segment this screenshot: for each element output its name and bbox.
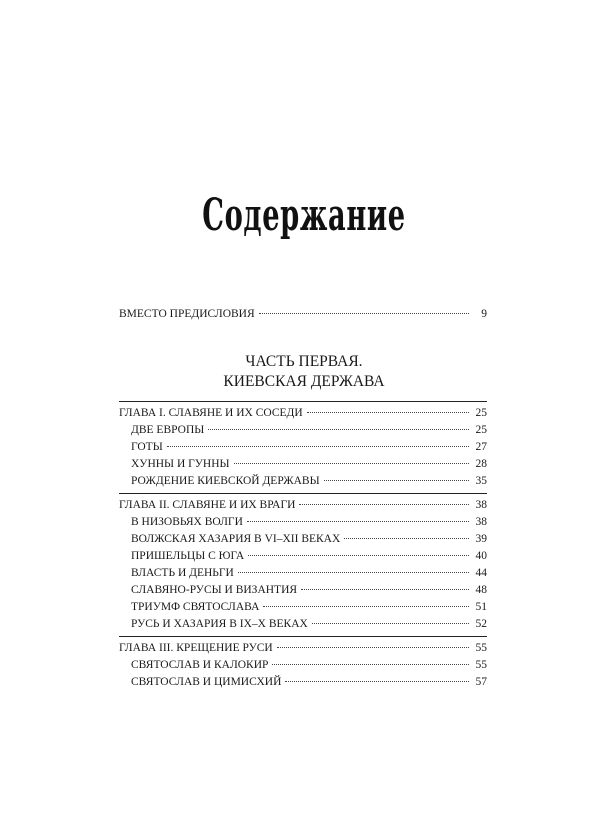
- leader-dots: [259, 313, 469, 314]
- chapter-label: ГЛАВА II. СЛАВЯНЕ И ИХ ВРАГИ: [119, 499, 296, 511]
- leader-dots: [263, 606, 469, 607]
- leader-dots: [307, 412, 469, 413]
- section-label: ГОТЫ: [131, 441, 163, 453]
- section-page: 57: [475, 676, 487, 688]
- section-entry[interactable]: [119, 616, 487, 633]
- section-page: 25: [475, 424, 487, 436]
- leader-dots: [208, 429, 469, 430]
- page-title: Содержание: [202, 190, 406, 241]
- section-label: ТРИУМФ СВЯТОСЛАВА: [131, 601, 260, 613]
- section-entry[interactable]: [119, 422, 487, 439]
- section-label: ХУННЫ И ГУННЫ: [131, 458, 230, 470]
- foreword-entry[interactable]: [119, 306, 487, 323]
- leader-dots: [301, 589, 469, 590]
- leader-dots: [247, 521, 469, 522]
- toc-list: [119, 398, 487, 691]
- part-heading-line2: КИЕВСКАЯ ДЕРЖАВА: [223, 373, 385, 390]
- part-heading: [0, 352, 608, 392]
- leader-dots: [312, 623, 469, 624]
- section-page: 55: [475, 659, 487, 671]
- divider: [119, 636, 487, 637]
- section-entry[interactable]: [119, 439, 487, 456]
- section-page: 48: [475, 584, 487, 596]
- chapter-entry[interactable]: [119, 497, 487, 514]
- part-heading-line1: ЧАСТЬ ПЕРВАЯ.: [245, 353, 363, 370]
- section-label: СВЯТОСЛАВ И ЦИМИСХИЙ: [131, 676, 282, 688]
- section-page: 52: [475, 618, 487, 630]
- section-entry[interactable]: [119, 599, 487, 616]
- divider: [119, 401, 487, 402]
- leader-dots: [277, 647, 469, 648]
- leader-dots: [272, 664, 469, 665]
- section-entry[interactable]: [119, 531, 487, 548]
- section-page: 38: [475, 516, 487, 528]
- section-entry[interactable]: [119, 582, 487, 599]
- chapter-label: ГЛАВА I. СЛАВЯНЕ И ИХ СОСЕДИ: [119, 407, 303, 419]
- section-entry[interactable]: [119, 674, 487, 691]
- chapter-page: 38: [475, 499, 487, 511]
- leader-dots: [285, 681, 469, 682]
- divider: [119, 493, 487, 494]
- section-entry[interactable]: [119, 657, 487, 674]
- section-entry[interactable]: [119, 548, 487, 565]
- section-entry[interactable]: [119, 456, 487, 473]
- leader-dots: [167, 446, 469, 447]
- leader-dots: [238, 572, 469, 573]
- section-page: 27: [475, 441, 487, 453]
- leader-dots: [299, 504, 469, 505]
- section-page: 28: [475, 458, 487, 470]
- section-label: ДВЕ ЕВРОПЫ: [131, 424, 205, 436]
- section-page: 39: [475, 533, 487, 545]
- section-label: ПРИШЕЛЬЦЫ С ЮГА: [131, 550, 245, 562]
- section-label: ВОЛЖСКАЯ ХАЗАРИЯ В VI–XII ВЕКАХ: [131, 533, 341, 545]
- foreword-page: 9: [481, 308, 487, 320]
- section-label: СВЯТОСЛАВ И КАЛОКИР: [131, 659, 269, 671]
- leader-dots: [234, 463, 469, 464]
- section-label: ВЛАСТЬ И ДЕНЬГИ: [131, 567, 234, 579]
- section-page: 35: [475, 475, 487, 487]
- chapter-page: 55: [475, 642, 487, 654]
- section-page: 51: [475, 601, 487, 613]
- section-label: РУСЬ И ХАЗАРИЯ В IX–X ВЕКАХ: [131, 618, 308, 630]
- chapter-entry[interactable]: [119, 640, 487, 657]
- section-page: 40: [475, 550, 487, 562]
- section-label: СЛАВЯНО-РУСЫ И ВИЗАНТИЯ: [131, 584, 298, 596]
- section-label: РОЖДЕНИЕ КИЕВСКОЙ ДЕРЖАВЫ: [131, 475, 320, 487]
- chapter-label: ГЛАВА III. КРЕЩЕНИЕ РУСИ: [119, 642, 273, 654]
- section-label: В НИЗОВЬЯХ ВОЛГИ: [131, 516, 243, 528]
- section-page: 44: [475, 567, 487, 579]
- section-entry[interactable]: [119, 565, 487, 582]
- section-entry[interactable]: [119, 473, 487, 490]
- leader-dots: [324, 480, 469, 481]
- section-entry[interactable]: [119, 514, 487, 531]
- foreword-label: ВМЕСТО ПРЕДИСЛОВИЯ: [119, 308, 255, 320]
- leader-dots: [248, 555, 469, 556]
- chapter-entry[interactable]: [119, 405, 487, 422]
- chapter-page: 25: [475, 407, 487, 419]
- leader-dots: [344, 538, 469, 539]
